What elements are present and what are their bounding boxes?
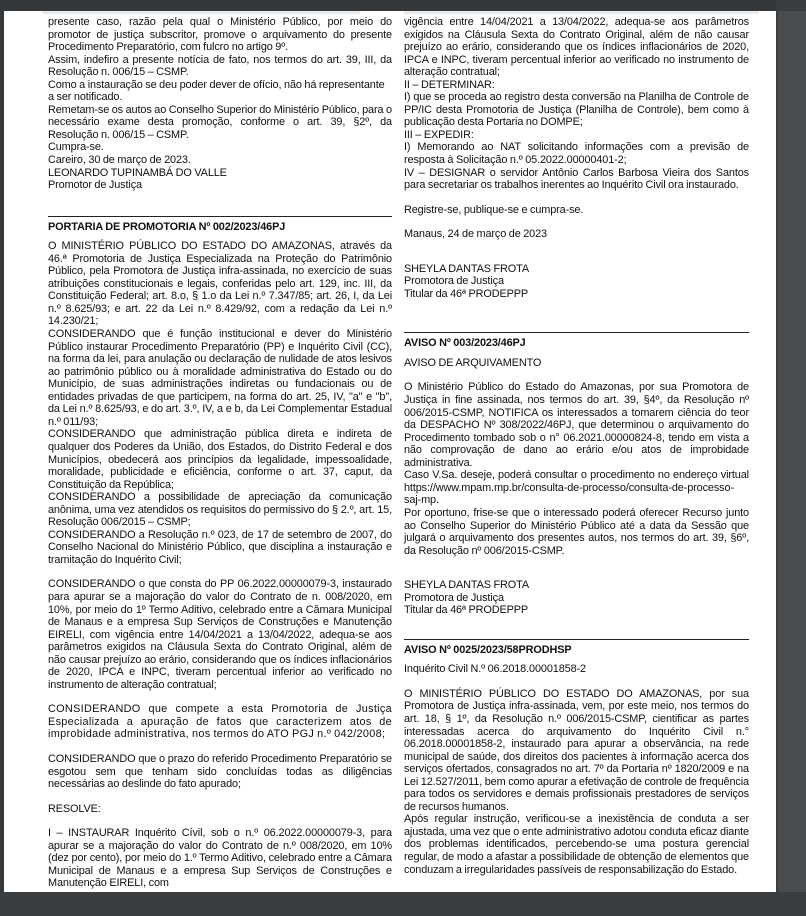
signatory-name: LEONARDO TUPINAMBÁ DO VALLE xyxy=(48,166,227,179)
viewer-top-bar xyxy=(4,0,776,11)
place-date: Careiro, 30 de março de 2023. xyxy=(48,154,191,167)
registre-se: Registre-se, publique-se e cumpra-se. xyxy=(404,203,584,216)
determinar-heading: II – DETERMINAR: xyxy=(404,78,495,91)
considerando-funcao: CONSIDERANDO que é função institucional e dever do Ministério Público instaurar Procedimento Preparatório (PP) e Inquérito Civil (CC), na forma da lei, para anulação ou declaração de nulidade de atos lesivos ao patrimônio público ou à moralidade administrativa do Estado ou do Município, de suas administrações indiretas ou fundacionais ou de entidades privadas de que participem, na forma do art. 25, IV, "a" e "b", da Lei n.º 8.625/93, e do art. 3.º, IV, a e b, da Lei Complementar Estadual n.º 011/93; xyxy=(48,328,392,428)
considerando-resolucao: CONSIDERANDO a Resolução n.º 023, de 17 de setembro de 2007, do Conselho Nacional do Ministério Público, que disciplina a instauração e tramitação do Inquérito Civil; xyxy=(48,528,392,566)
aviso-0025-body: O MINISTÉRIO PÚBLICO DO ESTADO DO AMAZONAS, por sua Promotora de Justiça infra-assinada, vem, por este meio, nos termos do art. 18, § 1º, da Resolução n.º 006/2015-CSMP, cientificar as partes interessadas acerca do arquivamento do Inquérito Civil n.° 06.2018.00001858-2, instaurado para apurar a observância, na rede municipal de saúde, dos direitos dos pacientes à informação acerca dos serviços ofertados, consagrados no art. 7º da Portaria nº 1820/2009 e na Lei 12.527/2011, bem como apurar a efetivação de controle de frequência para todos os servidores e demais profissionais prestadores de serviços de recursos humanos. xyxy=(404,687,749,813)
portaria-intro: O MINISTÉRIO PÚBLICO DO ESTADO DO AMAZONAS, através da 46.ª Promotoria de Justiça Especializada na Proteção do Patrimônio Público, pela Promotora de Justiça infra-assinada, no exercício de suas atribuições constitucionais e legais, conferidas pelo art. 129, inc. III, da Constituição Federal; art. 8.o, § 1.o da Lei n.º 7.347/85; art. 26, I, da Lei n.º 8.625/93; e art. 22 da Lei n.º 8.429/92, com a redação da Lei n.º 14.230/21; xyxy=(48,240,392,328)
arquivamento-paragraph: presente caso, razão pela qual o Ministério Público, por meio do promotor de justiça subscritor, promove o arquivamento do presente Procedimento Preparatório, com fulcro no artigo 9º. xyxy=(48,16,392,54)
vertical-scrollbar[interactable] xyxy=(776,11,806,892)
document-page xyxy=(4,11,776,892)
considerando-administracao: CONSIDERANDO que administração pública direta e indireta de qualquer dos Poderes da União, dos Estados, do Distrito Federal e dos Municípios, obedecerá aos princípios da legalidade, impessoalidade, moralidade, publicidade e eficiência, conforme o art. 37, caput, da Constituição da República; xyxy=(48,428,392,491)
determinar-item: I) que se proceda ao registro desta conversão na Planilha de Controle de PP/IC desta Promotoria de Justiça (Planilha de Controle), bem como à publicação desta Portaria no DOMPE; xyxy=(404,91,749,129)
aviso-003-consulta: Caso V.Sa. deseje, poderá consultar o procedimento no endereço virtual https://www.mpam.mp.br/consulta-de-processo/consulta-de-processo-saj-mp. xyxy=(404,469,749,507)
signatory-role: Promotor de Justiça xyxy=(48,179,142,192)
indeferimento-paragraph: Assim, indefiro a presente notícia de fato, nos termos do art. 39, III, da Resolução n. 006/15 – CSMP. xyxy=(48,53,392,79)
portaria-continuation: vigência entre 14/04/2021 a 13/04/2022, adequa-se aos parâmetros exigidos na Cláusula Sexta do Contrato Original, além de não causar prejuízo ao erário, considerando que os índices inflacionários de 2020, IPCA e INPC, tiveram percentual inferior ao verificado no instrumento de alteração contratual; xyxy=(404,16,749,79)
previous-page-edge-right xyxy=(404,11,759,14)
resolve-heading: RESOLVE: xyxy=(48,802,101,815)
aviso-0025-title: AVISO Nº 0025/2023/58PRODHSP xyxy=(404,643,572,656)
expedir-item: I) Memorando ao NAT solicitando informações com a previsão de resposta à Solicitação n.º 05.2022.00000401-2; xyxy=(404,141,749,167)
portaria-signatory-name: SHEYLA DANTAS FROTA xyxy=(404,262,530,275)
aviso-0025-subtitle: Inquérito Civil N.º 06.2018.00001858-2 xyxy=(404,663,586,676)
previous-page-edge xyxy=(42,11,360,14)
aviso-003-body: O Ministério Público do Estado do Amazonas, por sua Promotora de Justiça in fine assinada, nos termos do art. 39, §4º, da Resolução nº 006/2015-CSMP, NOTIFICA os interessados a tomarem ciência do teor da DESPACHO Nº 308/2022/46PJ, que determinou o arquivamento do Procedimento tombado sob o n° 06.2021.00000824-8, tendo em vista a não comprovação de dano ao erário e/ou atos de improbidade administrativa. xyxy=(404,381,749,469)
considerando-anonima: CONSIDERANDO a possibilidade de apreciação da comunicação anônima, uma vez atendidos os requisitos do permissivo do § 2.º, art. 15, Resolução 006/2015 – CSMP; xyxy=(48,491,392,529)
aviso-003-recurso: Por oportuno, frise-se que o interessado poderá oferecer Recurso junto ao Conselho Superior do Ministério Público até a data da Sessão que julgará o arquivamento dos presentes autos, nos termos do art. 39, §6º, da Resolução nº 006/2015-CSMP. xyxy=(404,506,749,557)
portaria-signatory-title: Titular da 46ª PRODEPPP xyxy=(404,287,529,300)
aviso-003-signatory-name: SHEYLA DANTAS FROTA xyxy=(404,579,530,592)
expedir-heading: III – EXPEDIR: xyxy=(404,128,474,141)
aviso-003-subtitle: AVISO DE ARQUIVAMENTO xyxy=(404,356,542,369)
instaurar-paragraph: I – INSTAURAR Inquérito Cívil, sob o n.º 06.2022.00000079-3, para apurar se a majoração do valor do Contrato de n.º 008/2020, em 10% (dez por cento), por meio do 1.º Termo Aditivo, celebrado entre a Câmara Municipal de Manaus e a empresa Sup Serviços de Construções e Manutenção EIRELI, com xyxy=(48,827,392,890)
cumpra-se: Cumpra-se. xyxy=(48,141,104,154)
page-wrap xyxy=(4,0,776,892)
right-column xyxy=(404,16,749,876)
considerando-compete: CONSIDERANDO que compete a esta Promotoria de Justiça Especializada a apuração de fatos que caracterizem atos de improbidade administrativa, nos termos do ATO PGJ n.º 042/2008; xyxy=(48,703,392,741)
left-column xyxy=(48,16,392,890)
designar-item: IV – DESIGNAR o servidor Antônio Carlos Barbosa Vieira dos Santos para secretariar os trabalhos inerentes ao Inquérito Civil ora instaurado. xyxy=(404,166,749,192)
aviso-003-signatory-title: Titular da 46ª PRODEPPP xyxy=(404,604,529,617)
considerando-prazo: CONSIDERANDO que o prazo do referido Procedimento Preparatório se esgotou sem que tenham sido concluídas todas as diligências necessárias ao deslinde do fato apurado; xyxy=(48,752,392,791)
portaria-date: Manaus, 24 de março de 2023 xyxy=(404,228,547,241)
portaria-title: PORTARIA DE PROMOTORIA Nº 002/2023/46PJ xyxy=(48,220,286,233)
considerando-pp: CONSIDERANDO o que consta do PP 06.2022.00000079-3, instaurado para apurar se a majoração do valor do Contrato de n. 008/2020, em 10%, por meio do 1º Termo Aditivo, celebrado entre a Câmara Municipal de Manaus e a empresa Sup Serviços de Construções e Manutenção EIRELI, com vigência entre 14/04/2021 a 13/04/2022, adequa-se aos parâmetros exigidos na Cláusula Sexta do Contrato Original, além de não causar prejuízo ao erário, considerando que os índices inflacionários de 2020, IPCA e INPC, tiveram percentual inferior ao verificado no instrumento de alteração contratual; xyxy=(48,578,392,691)
aviso-003-title: AVISO Nº 003/2023/46PJ xyxy=(404,337,526,350)
portaria-signatory-role: Promotora de Justiça xyxy=(404,275,504,288)
remessa-paragraph: Remetam-se os autos ao Conselho Superior do Ministério Público, para o necessário exame desta promoção, conforme o art. 39, §2º, da Resolução n. 006/15 – CSMP. xyxy=(48,103,392,141)
aviso-0025-conclusion: Após regular instrução, verificou-se a inexistência de conduta a ser ajustada, uma vez que o ente administrativo adotou conduta eficaz diante dos problemas identificados, percebendo-se uma postura gerencial regular, de modo a afastar a possibilidade de obtenção de elementos que conduzam a irregularidades passíveis de responsabilização do Estado. xyxy=(404,813,749,876)
representante-paragraph: Como a instauração se deu poder dever de ofício, não há representante a ser notificado. xyxy=(48,78,385,104)
aviso-003-signatory-role: Promotora de Justiça xyxy=(404,591,504,604)
